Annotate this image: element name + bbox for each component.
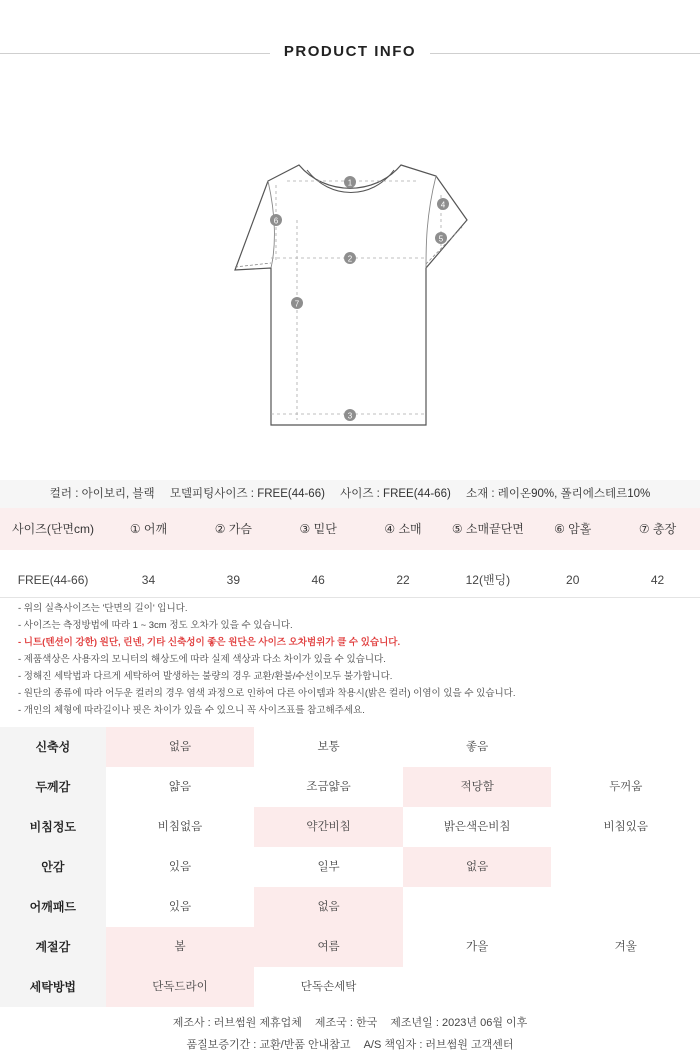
attr-option-selected: 없음 (106, 727, 255, 767)
size-table (0, 508, 700, 598)
attr-option: 일부 (317, 861, 340, 873)
size-header-cell: ⑥ 암홀 (554, 522, 592, 536)
attr-option: 가을 (466, 941, 489, 953)
product-info-header (0, 0, 700, 106)
fabric-attribute-table (0, 727, 700, 1007)
manufacturer: 제조사 : 러브썸원 제휴업체 (172, 1017, 302, 1029)
svg-text:4: 4 (440, 200, 446, 210)
attr-option-empty (403, 967, 552, 1007)
size-notes (18, 600, 688, 719)
attr-row-stretch (0, 727, 700, 767)
attr-option: 좋음 (466, 741, 489, 753)
size-value-cell: 34 (141, 573, 156, 587)
note-line: - 개인의 체형에 따라길이나 핏은 차이가 있을 수 있으니 꼭 사이즈표를 참고해주세요. (18, 705, 365, 716)
size-header-cell: ⑤ 소매끝단면 (451, 522, 524, 536)
attr-label: 신축성 (0, 727, 106, 767)
size-header-cell: ④ 소매 (384, 522, 422, 536)
attr-option: 단독손세탁 (300, 981, 357, 993)
measure-marker-6 (270, 214, 282, 226)
attr-label: 계절감 (0, 927, 106, 967)
attr-row-sheerness (0, 807, 700, 847)
attr-row-thickness (0, 767, 700, 807)
size-value-cell: 39 (226, 573, 240, 587)
attr-option-selected: 단독드라이 (106, 967, 255, 1007)
attr-option-selected: 적당함 (403, 767, 552, 807)
size-spec: 사이즈 : FREE(44-66) (340, 488, 451, 500)
attr-label: 두께감 (0, 767, 106, 807)
footer-line-2 (0, 1034, 700, 1056)
attr-option-selected: 여름 (254, 927, 403, 967)
size-value-cell: 20 (566, 573, 580, 587)
color-spec: 컬러 : 아이보리, 블랙 (49, 488, 155, 500)
attr-option: 보통 (317, 741, 340, 753)
svg-text:5: 5 (438, 234, 444, 244)
measure-marker-2 (344, 252, 356, 264)
svg-text:3: 3 (347, 411, 353, 421)
attr-row-lining (0, 847, 700, 887)
svg-text:6: 6 (273, 216, 279, 226)
attr-label: 세탁방법 (0, 967, 106, 1007)
measure-marker-7 (291, 297, 303, 309)
model-size-spec: 모델피팅사이즈 : FREE(44-66) (169, 488, 325, 500)
size-value-cell: 42 (650, 573, 665, 587)
attr-option-empty (551, 847, 700, 887)
size-header-cell: ① 어깨 (129, 522, 168, 536)
size-header-cell: ⑦ 총장 (638, 522, 677, 536)
attr-option-selected: 없음 (254, 887, 403, 927)
attr-option: 비침없음 (157, 821, 203, 833)
attr-row-washing (0, 967, 700, 1007)
attr-option: 겨울 (614, 941, 637, 953)
country-of-origin: 제조국 : 한국 (314, 1017, 378, 1029)
warranty-period: 품질보증기간 : 교환/반품 안내참고 (186, 1039, 351, 1051)
svg-text:1: 1 (347, 178, 353, 188)
attr-option-selected: 없음 (403, 847, 552, 887)
attr-option-empty (403, 887, 552, 927)
measure-marker-5 (435, 232, 447, 244)
attr-label: 어깨패드 (0, 887, 106, 927)
attr-option: 얇음 (168, 781, 192, 793)
size-value-cell: 12(밴딩) (465, 573, 511, 587)
tshirt-illustration (0, 150, 700, 440)
note-line: - 정해진 세탁법과 다르게 세탁하여 발생하는 불량의 경우 교환/환불/수선이모두 불가합니다. (18, 671, 393, 682)
attr-option: 두꺼움 (609, 781, 643, 793)
size-table-row (0, 550, 700, 598)
size-header-cell: 사이즈(단면cm) (12, 522, 94, 536)
note-line: - 원단의 종류에 따라 어두운 컬러의 경우 염색 과정으로 인하여 다른 아이템과 착용시(밝은 컬러) 이염이 있을 수 있습니다. (18, 688, 516, 699)
page-title: PRODUCT INFO (283, 43, 417, 60)
attr-option-selected: 봄 (106, 927, 255, 967)
attr-label: 비침정도 (0, 807, 106, 847)
footer-line-1 (0, 1012, 700, 1034)
material-spec: 소재 : 레이온90%, 폴리에스테르10% (466, 488, 651, 500)
attr-option-empty (551, 967, 700, 1007)
attr-option: 조금얇음 (306, 781, 351, 793)
size-header-cell: ③ 밑단 (299, 522, 337, 536)
size-value-cell: 46 (311, 573, 325, 587)
attr-option-empty (551, 887, 700, 927)
as-contact: A/S 책임자 : 러브썸원 고객센터 (363, 1039, 514, 1051)
size-value-cell: FREE(44-66) (17, 573, 89, 587)
attr-option: 있음 (168, 901, 192, 913)
attr-row-shoulder-pad (0, 887, 700, 927)
measure-marker-1 (344, 176, 356, 188)
svg-text:2: 2 (347, 254, 353, 264)
note-line: - 사이즈는 측정방법에 따라 1 ~ 3cm 정도 오차가 있을 수 있습니다. (18, 620, 293, 631)
manufacture-date: 제조년일 : 2023년 06월 이후 (390, 1017, 528, 1029)
attr-option: 비침있음 (603, 821, 648, 833)
note-line: - 제품색상은 사용자의 모니터의 해상도에 따라 실제 색상과 다소 차이가 있을 수 있습니다. (18, 654, 386, 665)
size-header-cell: ② 가슴 (214, 522, 252, 536)
measure-marker-4 (437, 198, 449, 210)
note-warning-line: - 니트(텐션이 강한) 원단, 린넨, 기타 신축성이 좋은 원단은 사이즈 오차범위가 클 수 있습니다. (18, 637, 401, 648)
attr-option-selected: 약간비침 (254, 807, 403, 847)
tshirt-drawing (0, 150, 700, 440)
note-line: - 위의 실측사이즈는 '단면의 길이' 입니다. (18, 603, 188, 614)
attr-label: 안감 (0, 847, 106, 887)
size-value-cell: 22 (396, 573, 410, 587)
svg-text:7: 7 (294, 299, 300, 309)
measure-marker-3 (344, 409, 356, 421)
product-spec-bar (0, 480, 700, 508)
attr-option-empty (551, 727, 700, 767)
attr-option: 밝은색은비침 (443, 821, 511, 833)
attr-option: 있음 (168, 861, 192, 873)
header-divider-right (430, 53, 700, 54)
manufacturer-info (0, 1012, 700, 1056)
header-divider-left (0, 53, 270, 54)
attr-row-season (0, 927, 700, 967)
size-table-header (0, 508, 700, 550)
